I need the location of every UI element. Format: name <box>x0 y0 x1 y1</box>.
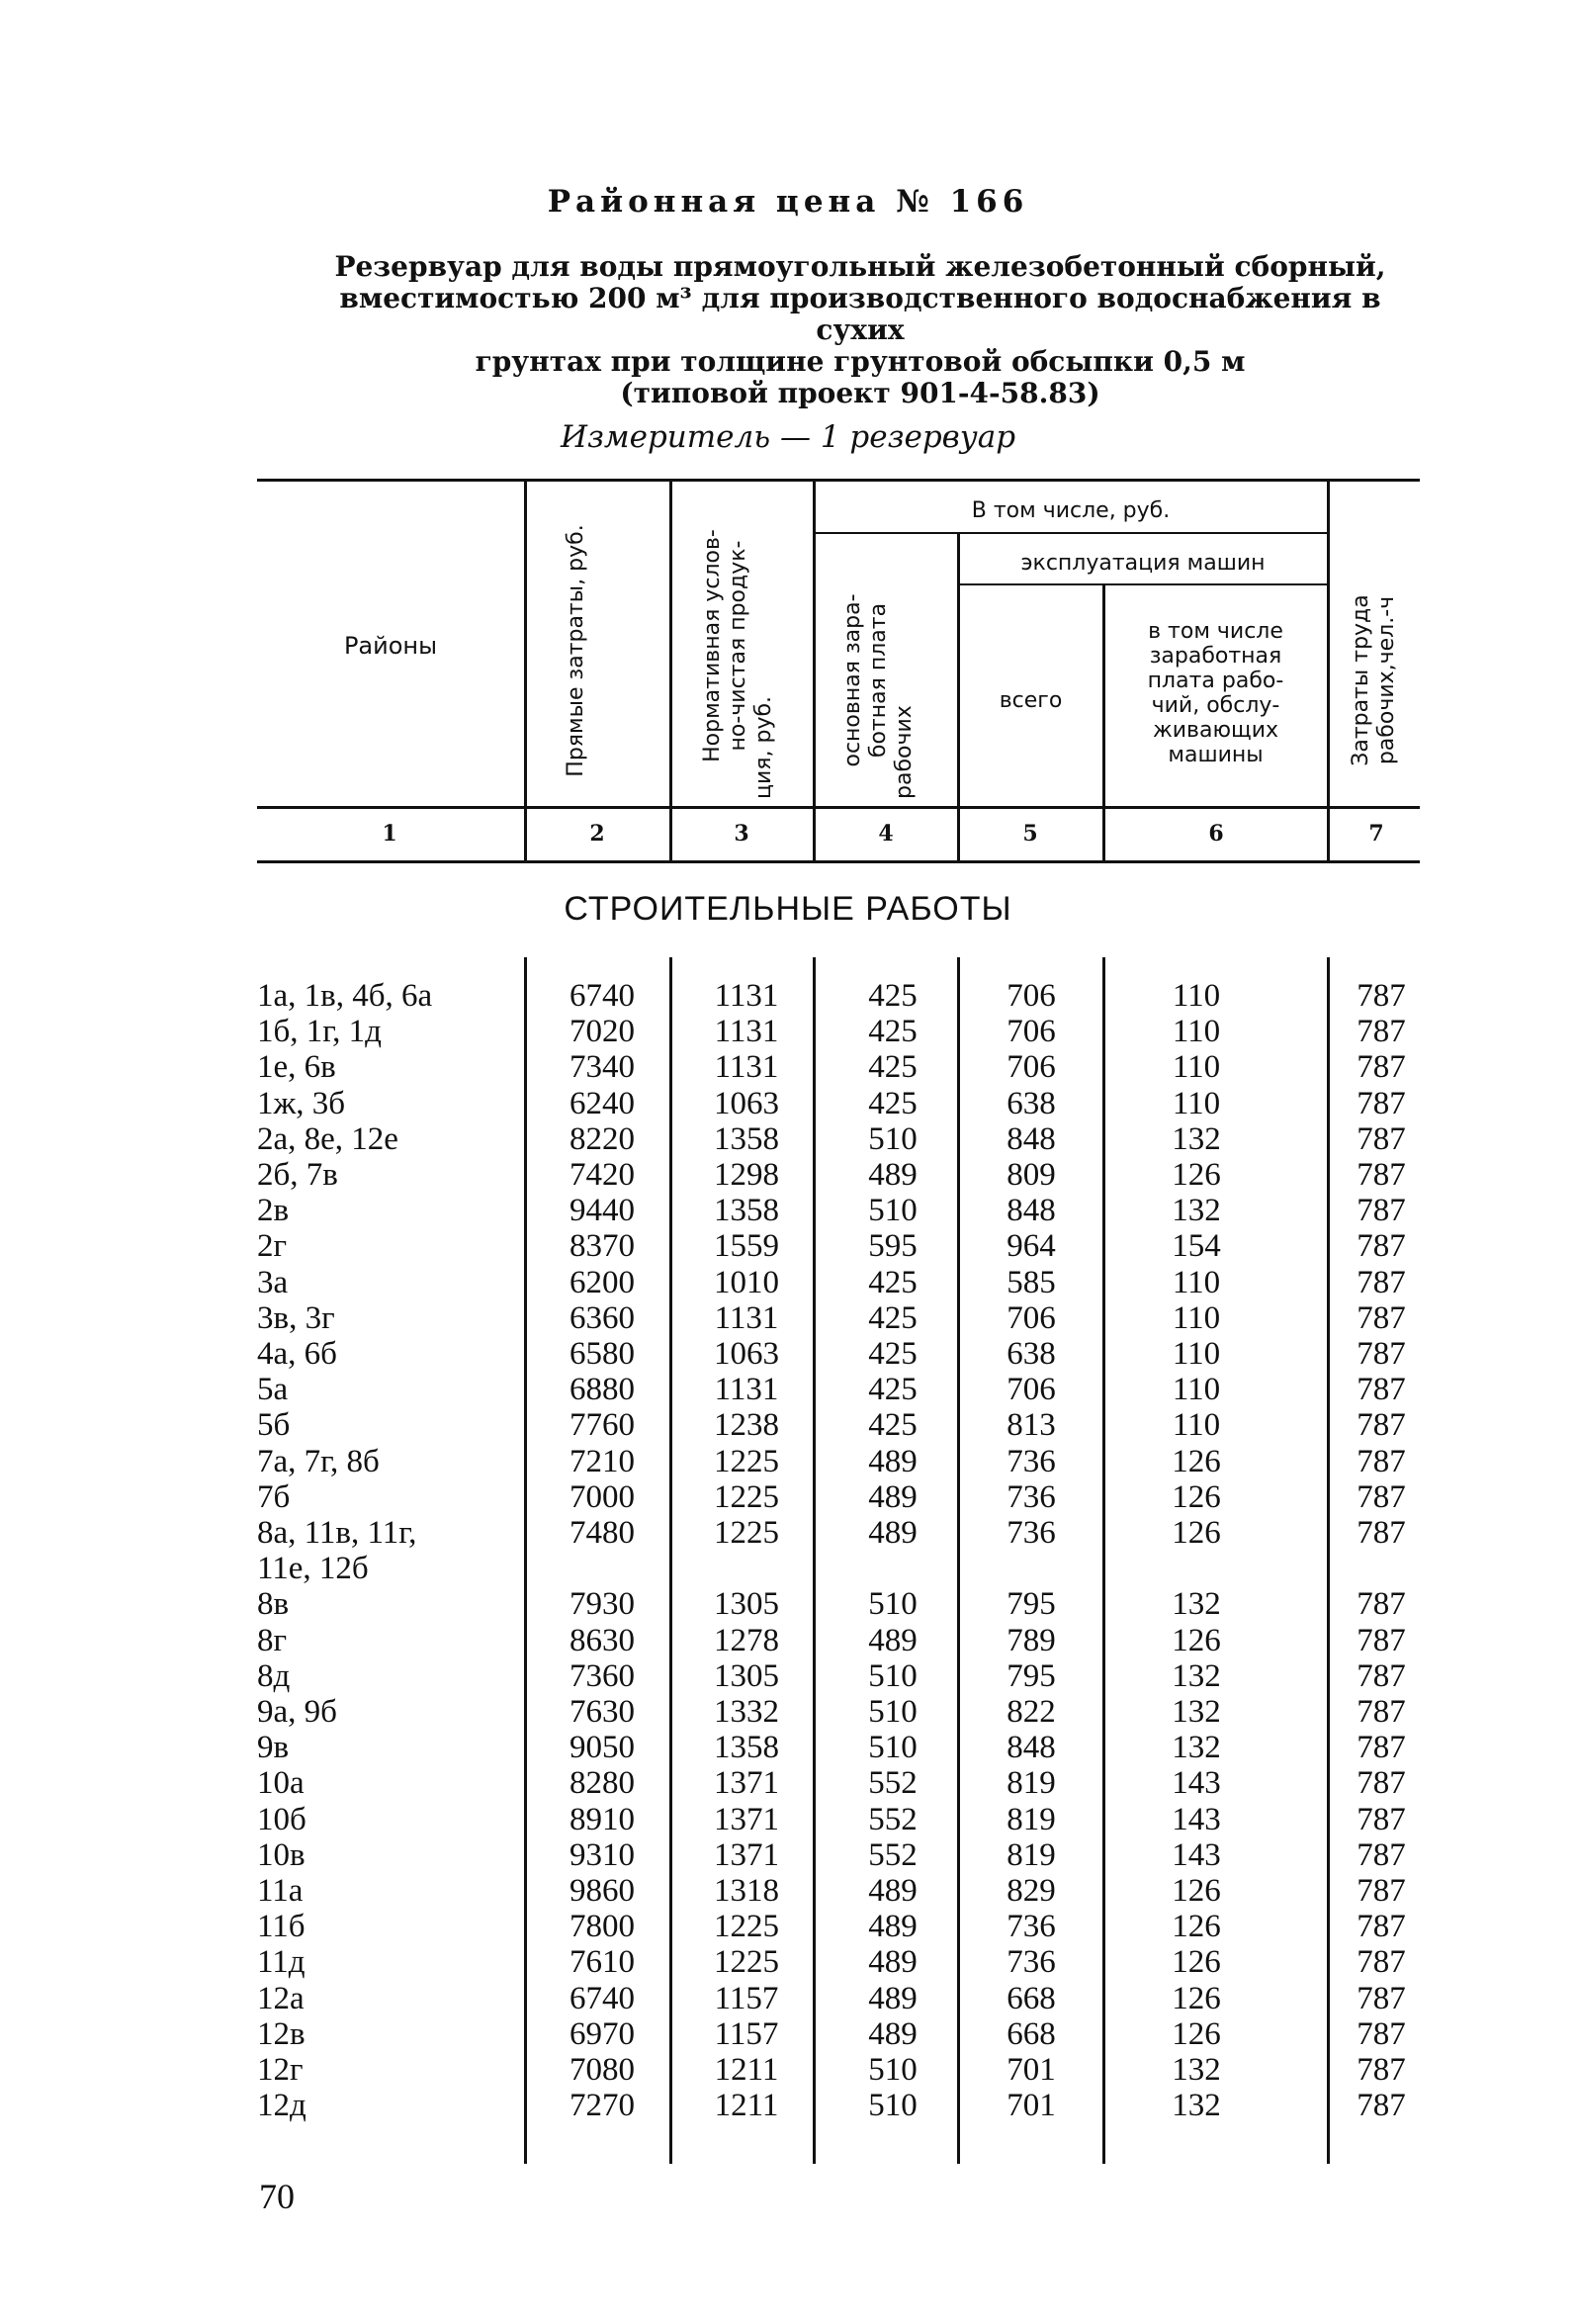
column-number: 4 <box>878 821 894 847</box>
cell-base-wage: 489 <box>868 1443 918 1479</box>
table-row <box>0 1086 1576 1121</box>
cell-machines-total: 813 <box>1007 1407 1056 1444</box>
cell-machines-wage: 126 <box>1172 1515 1221 1551</box>
cell-machines-wage: 132 <box>1172 1586 1221 1623</box>
cell-labor-costs: 787 <box>1357 1622 1406 1658</box>
cell-net-product: 1225 <box>714 1443 779 1479</box>
cell-labor-costs: 787 <box>1357 1515 1406 1551</box>
cell-region: 12в <box>257 2015 306 2052</box>
header-col-divider <box>669 481 672 860</box>
group-rule <box>813 532 1327 534</box>
cell-region: 3в, 3г <box>257 1299 335 1336</box>
cell-labor-costs: 787 <box>1357 1085 1406 1121</box>
cell-net-product: 1131 <box>714 1372 779 1408</box>
cell-region: 8в <box>257 1586 290 1623</box>
cell-labor-costs: 787 <box>1357 1120 1406 1157</box>
cell-base-wage: 510 <box>868 1586 918 1623</box>
column-number: 1 <box>382 821 397 847</box>
header-col-divider <box>524 481 527 860</box>
cell-direct-costs: 6580 <box>569 1336 635 1372</box>
cell-direct-costs: 6200 <box>569 1264 635 1300</box>
cell-net-product: 1371 <box>714 1801 779 1837</box>
cell-direct-costs: 6740 <box>569 978 635 1014</box>
table-row <box>0 1193 1576 1228</box>
cell-base-wage: 510 <box>868 2088 918 2124</box>
cell-machines-wage: 110 <box>1172 1372 1221 1408</box>
cell-machines-wage: 126 <box>1172 1980 1221 2016</box>
cell-direct-costs: 7340 <box>569 1049 635 1086</box>
table-row <box>0 1336 1576 1372</box>
cell-direct-costs: 7760 <box>569 1407 635 1444</box>
cell-net-product: 1318 <box>714 1873 779 1909</box>
cell-region: 2б, 7в <box>257 1157 338 1193</box>
cell-direct-costs: 7210 <box>569 1443 635 1479</box>
cell-base-wage: 425 <box>868 1085 918 1121</box>
cell-base-wage: 489 <box>868 2015 918 2052</box>
cell-net-product: 1131 <box>714 1049 779 1086</box>
cell-machines-total: 668 <box>1007 2015 1056 2052</box>
cell-machines-wage: 126 <box>1172 1944 1221 1981</box>
header-col-divider <box>1327 481 1330 860</box>
cell-machines-wage: 126 <box>1172 1443 1221 1479</box>
table-row <box>0 1444 1576 1479</box>
cell-base-wage: 489 <box>868 1873 918 1909</box>
cell-labor-costs: 787 <box>1357 1478 1406 1515</box>
cell-base-wage: 425 <box>868 1049 918 1086</box>
cell-net-product: 1063 <box>714 1336 779 1372</box>
cell-machines-total: 819 <box>1007 1836 1056 1873</box>
cell-machines-total: 706 <box>1007 1372 1056 1408</box>
cell-net-product: 1225 <box>714 1909 779 1945</box>
cell-machines-wage: 143 <box>1172 1765 1221 1802</box>
cell-machines-wage: 126 <box>1172 1157 1221 1193</box>
cell-labor-costs: 787 <box>1357 1657 1406 1694</box>
cell-region: 8а, 11в, 11г, <box>257 1515 417 1551</box>
cell-machines-wage: 126 <box>1172 1909 1221 1945</box>
table-row <box>0 1049 1576 1085</box>
cell-machines-wage: 110 <box>1172 1299 1221 1336</box>
cell-base-wage: 510 <box>868 2052 918 2088</box>
cell-direct-costs: 6240 <box>569 1085 635 1121</box>
cell-labor-costs: 787 <box>1357 1443 1406 1479</box>
cell-direct-costs: 7610 <box>569 1944 635 1981</box>
cell-labor-costs: 787 <box>1357 1407 1406 1444</box>
cell-net-product: 1131 <box>714 978 779 1014</box>
measure-unit: Измеритель — 1 резервуар <box>560 419 1016 455</box>
cell-labor-costs: 787 <box>1357 1944 1406 1981</box>
cell-net-product: 1298 <box>714 1157 779 1193</box>
cell-net-product: 1238 <box>714 1407 779 1444</box>
table-row <box>0 1694 1576 1730</box>
header-base-wage: основная зара- ботная плата рабочих <box>840 593 917 799</box>
cell-net-product: 1305 <box>714 1657 779 1694</box>
cell-region: 12а <box>257 1980 305 2016</box>
header-group-label: В том числе, руб. <box>971 498 1171 523</box>
table-row <box>0 1265 1576 1300</box>
cell-region: 1е, 6в <box>257 1049 336 1086</box>
column-number: 5 <box>1022 821 1038 847</box>
cell-machines-total: 848 <box>1007 1730 1056 1766</box>
cell-direct-costs: 6970 <box>569 2015 635 2052</box>
cell-machines-total: 585 <box>1007 1264 1056 1300</box>
cell-machines-wage: 143 <box>1172 1836 1221 1873</box>
cell-region: 5а <box>257 1372 289 1408</box>
cell-base-wage: 489 <box>868 1980 918 2016</box>
cell-machines-total: 638 <box>1007 1336 1056 1372</box>
cell-base-wage: 425 <box>868 1372 918 1408</box>
page-number: 70 <box>259 2177 295 2216</box>
cell-region: 2а, 8е, 12е <box>257 1120 398 1157</box>
cell-machines-wage: 132 <box>1172 1120 1221 1157</box>
machines-rule <box>957 583 1327 585</box>
table-row <box>0 1300 1576 1336</box>
cell-machines-total: 795 <box>1007 1586 1056 1623</box>
cell-machines-total: 736 <box>1007 1944 1056 1981</box>
page-subtitle <box>297 251 1424 409</box>
cell-base-wage: 510 <box>868 1193 918 1229</box>
table-row <box>0 2016 1576 2052</box>
cell-net-product: 1371 <box>714 1765 779 1802</box>
cell-machines-wage: 110 <box>1172 1264 1221 1300</box>
section-title: СТРОИТЕЛЬНЫЕ РАБОТЫ <box>564 890 1012 928</box>
table-top-rule <box>257 479 1420 482</box>
cell-region: 8г <box>257 1622 288 1658</box>
cell-machines-total: 736 <box>1007 1443 1056 1479</box>
cell-region: 12г <box>257 2052 304 2088</box>
cell-region: 10а <box>257 1765 305 1802</box>
column-number: 3 <box>734 821 749 847</box>
cell-labor-costs: 787 <box>1357 1694 1406 1730</box>
header-regions: Районы <box>343 632 438 660</box>
cell-labor-costs: 787 <box>1357 1765 1406 1802</box>
cell-net-product: 1157 <box>714 1980 779 2016</box>
cell-net-product: 1131 <box>714 1014 779 1050</box>
cell-machines-total: 736 <box>1007 1515 1056 1551</box>
cell-direct-costs: 9860 <box>569 1873 635 1909</box>
cell-direct-costs: 7930 <box>569 1586 635 1623</box>
cell-machines-total: 795 <box>1007 1657 1056 1694</box>
cell-labor-costs: 787 <box>1357 1049 1406 1086</box>
table-row <box>0 1944 1576 1980</box>
cell-machines-wage: 110 <box>1172 978 1221 1014</box>
cell-direct-costs: 6880 <box>569 1372 635 1408</box>
cell-machines-total: 819 <box>1007 1801 1056 1837</box>
cell-base-wage: 425 <box>868 1407 918 1444</box>
cell-machines-total: 701 <box>1007 2052 1056 2088</box>
cell-machines-wage: 110 <box>1172 1014 1221 1050</box>
cell-region: 3а <box>257 1264 289 1300</box>
table-row <box>0 1873 1576 1909</box>
cell-base-wage: 510 <box>868 1730 918 1766</box>
cell-direct-costs: 7360 <box>569 1657 635 1694</box>
cell-machines-wage: 132 <box>1172 1730 1221 1766</box>
cell-machines-wage: 132 <box>1172 1193 1221 1229</box>
cell-base-wage: 510 <box>868 1694 918 1730</box>
table-row <box>0 1157 1576 1193</box>
cell-base-wage: 489 <box>868 1157 918 1193</box>
cell-machines-wage: 132 <box>1172 2052 1221 2088</box>
cell-machines-wage: 132 <box>1172 2088 1221 2124</box>
cell-direct-costs: 9310 <box>569 1836 635 1873</box>
cell-direct-costs: 6360 <box>569 1299 635 1336</box>
cell-labor-costs: 787 <box>1357 1836 1406 1873</box>
cell-machines-total: 822 <box>1007 1694 1056 1730</box>
numbers-bottom-rule <box>257 860 1420 863</box>
cell-labor-costs: 787 <box>1357 1193 1406 1229</box>
cell-machines-wage: 126 <box>1172 2015 1221 2052</box>
cell-base-wage: 425 <box>868 1014 918 1050</box>
cell-region: 7а, 7г, 8б <box>257 1443 380 1479</box>
cell-machines-total: 829 <box>1007 1873 1056 1909</box>
cell-direct-costs: 7020 <box>569 1014 635 1050</box>
cell-base-wage: 489 <box>868 1909 918 1945</box>
table-row <box>0 1909 1576 1944</box>
cell-labor-costs: 787 <box>1357 2015 1406 2052</box>
cell-machines-total: 848 <box>1007 1120 1056 1157</box>
cell-net-product: 1063 <box>714 1085 779 1121</box>
cell-direct-costs: 7420 <box>569 1157 635 1193</box>
cell-labor-costs: 787 <box>1357 978 1406 1014</box>
subtitle-line: грунтах при толщине грунтовой обсыпки 0,5 м <box>475 345 1246 378</box>
cell-machines-total: 964 <box>1007 1228 1056 1265</box>
cell-base-wage: 489 <box>868 1515 918 1551</box>
cell-labor-costs: 787 <box>1357 1299 1406 1336</box>
cell-direct-costs: 8220 <box>569 1120 635 1157</box>
cell-region: 2в <box>257 1193 290 1229</box>
cell-direct-costs: 7800 <box>569 1909 635 1945</box>
cell-net-product: 1225 <box>714 1515 779 1551</box>
table-row <box>0 1802 1576 1837</box>
cell-machines-total: 809 <box>1007 1157 1056 1193</box>
table-row <box>0 1623 1576 1658</box>
cell-region: 4а, 6б <box>257 1336 337 1372</box>
cell-labor-costs: 787 <box>1357 1586 1406 1623</box>
cell-region: 9в <box>257 1730 290 1766</box>
cell-net-product: 1278 <box>714 1622 779 1658</box>
cell-region: 11б <box>257 1909 306 1945</box>
cell-base-wage: 425 <box>868 1264 918 1300</box>
cell-machines-wage: 126 <box>1172 1622 1221 1658</box>
cell-machines-total: 668 <box>1007 1980 1056 2016</box>
cell-base-wage: 552 <box>868 1801 918 1837</box>
table-row <box>0 1730 1576 1765</box>
cell-labor-costs: 787 <box>1357 1801 1406 1837</box>
table-row <box>0 1551 1576 1586</box>
cell-machines-wage: 132 <box>1172 1657 1221 1694</box>
cell-region: 7б <box>257 1478 291 1515</box>
cell-net-product: 1305 <box>714 1586 779 1623</box>
table-row <box>0 1837 1576 1873</box>
cell-machines-wage: 110 <box>1172 1085 1221 1121</box>
cell-direct-costs: 9440 <box>569 1193 635 1229</box>
cell-net-product: 1358 <box>714 1730 779 1766</box>
cell-labor-costs: 787 <box>1357 1014 1406 1050</box>
cell-net-product: 1358 <box>714 1193 779 1229</box>
table-row <box>0 1228 1576 1264</box>
column-number: 6 <box>1208 821 1224 847</box>
header-machines-wage: в том числе заработная плата рабо- чий, обслу- живающих машины <box>1147 619 1284 767</box>
cell-labor-costs: 787 <box>1357 1372 1406 1408</box>
header-machines-label: эксплуатация машин <box>1020 551 1266 576</box>
cell-machines-total: 736 <box>1007 1909 1056 1945</box>
cell-net-product: 1358 <box>714 1120 779 1157</box>
cell-machines-total: 706 <box>1007 978 1056 1014</box>
cell-base-wage: 489 <box>868 1478 918 1515</box>
table-row <box>0 1121 1576 1157</box>
table-row <box>0 1014 1576 1049</box>
cell-region: 1а, 1в, 4б, 6а <box>257 978 433 1014</box>
table-row <box>0 1515 1576 1551</box>
cell-base-wage: 425 <box>868 1299 918 1336</box>
cell-base-wage: 510 <box>868 1657 918 1694</box>
cell-direct-costs: 7480 <box>569 1515 635 1551</box>
column-number: 2 <box>589 821 605 847</box>
cell-net-product: 1211 <box>714 2052 779 2088</box>
page-title: Районная цена № 166 <box>547 184 1029 220</box>
table-row <box>0 1586 1576 1622</box>
cell-region: 5б <box>257 1407 291 1444</box>
cell-base-wage: 552 <box>868 1836 918 1873</box>
header-labor-costs: Затраты труда рабочих,чел.-ч <box>1349 594 1399 766</box>
cell-machines-total: 701 <box>1007 2088 1056 2124</box>
header-machines-total: всего <box>999 688 1063 713</box>
cell-labor-costs: 787 <box>1357 2088 1406 2124</box>
cell-machines-total: 638 <box>1007 1085 1056 1121</box>
cell-labor-costs: 787 <box>1357 1980 1406 2016</box>
subtitle-line: (типовой проект 901-4-58.83) <box>620 377 1100 409</box>
header-net-product: Нормативная услов- но-чистая продук- ция, руб. <box>700 529 776 799</box>
cell-direct-costs: 6740 <box>569 1980 635 2016</box>
cell-labor-costs: 787 <box>1357 1336 1406 1372</box>
cell-direct-costs: 8280 <box>569 1765 635 1802</box>
cell-machines-total: 819 <box>1007 1765 1056 1802</box>
header-direct-costs: Прямые затраты, руб. <box>564 524 588 777</box>
cell-machines-total: 706 <box>1007 1014 1056 1050</box>
cell-machines-total: 706 <box>1007 1299 1056 1336</box>
cell-net-product: 1559 <box>714 1228 779 1265</box>
cell-net-product: 1157 <box>714 2015 779 2052</box>
cell-labor-costs: 787 <box>1357 1873 1406 1909</box>
column-number: 7 <box>1368 821 1384 847</box>
cell-region: 1ж, 3б <box>257 1085 346 1121</box>
cell-base-wage: 489 <box>868 1944 918 1981</box>
cell-net-product: 1010 <box>714 1264 779 1300</box>
cell-machines-wage: 126 <box>1172 1873 1221 1909</box>
cell-net-product: 1225 <box>714 1944 779 1981</box>
cell-machines-wage: 110 <box>1172 1336 1221 1372</box>
cell-machines-wage: 110 <box>1172 1407 1221 1444</box>
cell-region: 11д <box>257 1944 306 1981</box>
header-bottom-rule <box>257 806 1420 809</box>
cell-net-product: 1131 <box>714 1299 779 1336</box>
cell-base-wage: 489 <box>868 1622 918 1658</box>
table-row <box>0 1479 1576 1515</box>
cell-region: 10в <box>257 1836 306 1873</box>
cell-net-product: 1332 <box>714 1694 779 1730</box>
cell-direct-costs: 7270 <box>569 2088 635 2124</box>
cell-region: 9а, 9б <box>257 1694 337 1730</box>
cell-direct-costs: 8910 <box>569 1801 635 1837</box>
cell-machines-wage: 154 <box>1172 1228 1221 1265</box>
cell-machines-total: 736 <box>1007 1478 1056 1515</box>
table-row <box>0 1372 1576 1407</box>
cell-net-product: 1211 <box>714 2088 779 2124</box>
cell-base-wage: 552 <box>868 1765 918 1802</box>
cell-machines-wage: 143 <box>1172 1801 1221 1837</box>
cell-net-product: 1225 <box>714 1478 779 1515</box>
table-row <box>0 1765 1576 1801</box>
cell-labor-costs: 787 <box>1357 1909 1406 1945</box>
cell-labor-costs: 787 <box>1357 1157 1406 1193</box>
cell-direct-costs: 7080 <box>569 2052 635 2088</box>
cell-base-wage: 510 <box>868 1120 918 1157</box>
cell-machines-total: 706 <box>1007 1049 1056 1086</box>
cell-machines-wage: 126 <box>1172 1478 1221 1515</box>
cell-labor-costs: 787 <box>1357 1228 1406 1265</box>
table-row <box>0 2088 1576 2123</box>
cell-region: 1б, 1г, 1д <box>257 1014 382 1050</box>
cell-region: 11е, 12б <box>257 1551 369 1587</box>
table-row <box>0 2052 1576 2088</box>
cell-labor-costs: 787 <box>1357 1730 1406 1766</box>
cell-machines-total: 848 <box>1007 1193 1056 1229</box>
cell-region: 11а <box>257 1873 304 1909</box>
cell-base-wage: 425 <box>868 1336 918 1372</box>
subtitle-line: вместимостью 200 м³ для производственного водоснабжения в сухих <box>339 282 1381 346</box>
cell-direct-costs: 9050 <box>569 1730 635 1766</box>
cell-base-wage: 425 <box>868 978 918 1014</box>
cell-direct-costs: 7000 <box>569 1478 635 1515</box>
cell-direct-costs: 8630 <box>569 1622 635 1658</box>
cell-labor-costs: 787 <box>1357 2052 1406 2088</box>
cell-machines-wage: 110 <box>1172 1049 1221 1086</box>
header-col-divider <box>813 481 816 860</box>
cell-labor-costs: 787 <box>1357 1264 1406 1300</box>
table-row <box>0 1658 1576 1694</box>
cell-net-product: 1371 <box>714 1836 779 1873</box>
cell-region: 12д <box>257 2088 306 2124</box>
cell-region: 2г <box>257 1228 288 1265</box>
cell-direct-costs: 8370 <box>569 1228 635 1265</box>
cell-region: 10б <box>257 1801 306 1837</box>
cell-direct-costs: 7630 <box>569 1694 635 1730</box>
table-row <box>0 1981 1576 2016</box>
table-row <box>0 1407 1576 1443</box>
cell-base-wage: 595 <box>868 1228 918 1265</box>
table-row <box>0 978 1576 1014</box>
cell-machines-total: 789 <box>1007 1622 1056 1658</box>
cell-region: 8д <box>257 1657 291 1694</box>
subtitle-line: Резервуар для воды прямоугольный железобетонный сборный, <box>334 250 1386 283</box>
cell-machines-wage: 132 <box>1172 1694 1221 1730</box>
